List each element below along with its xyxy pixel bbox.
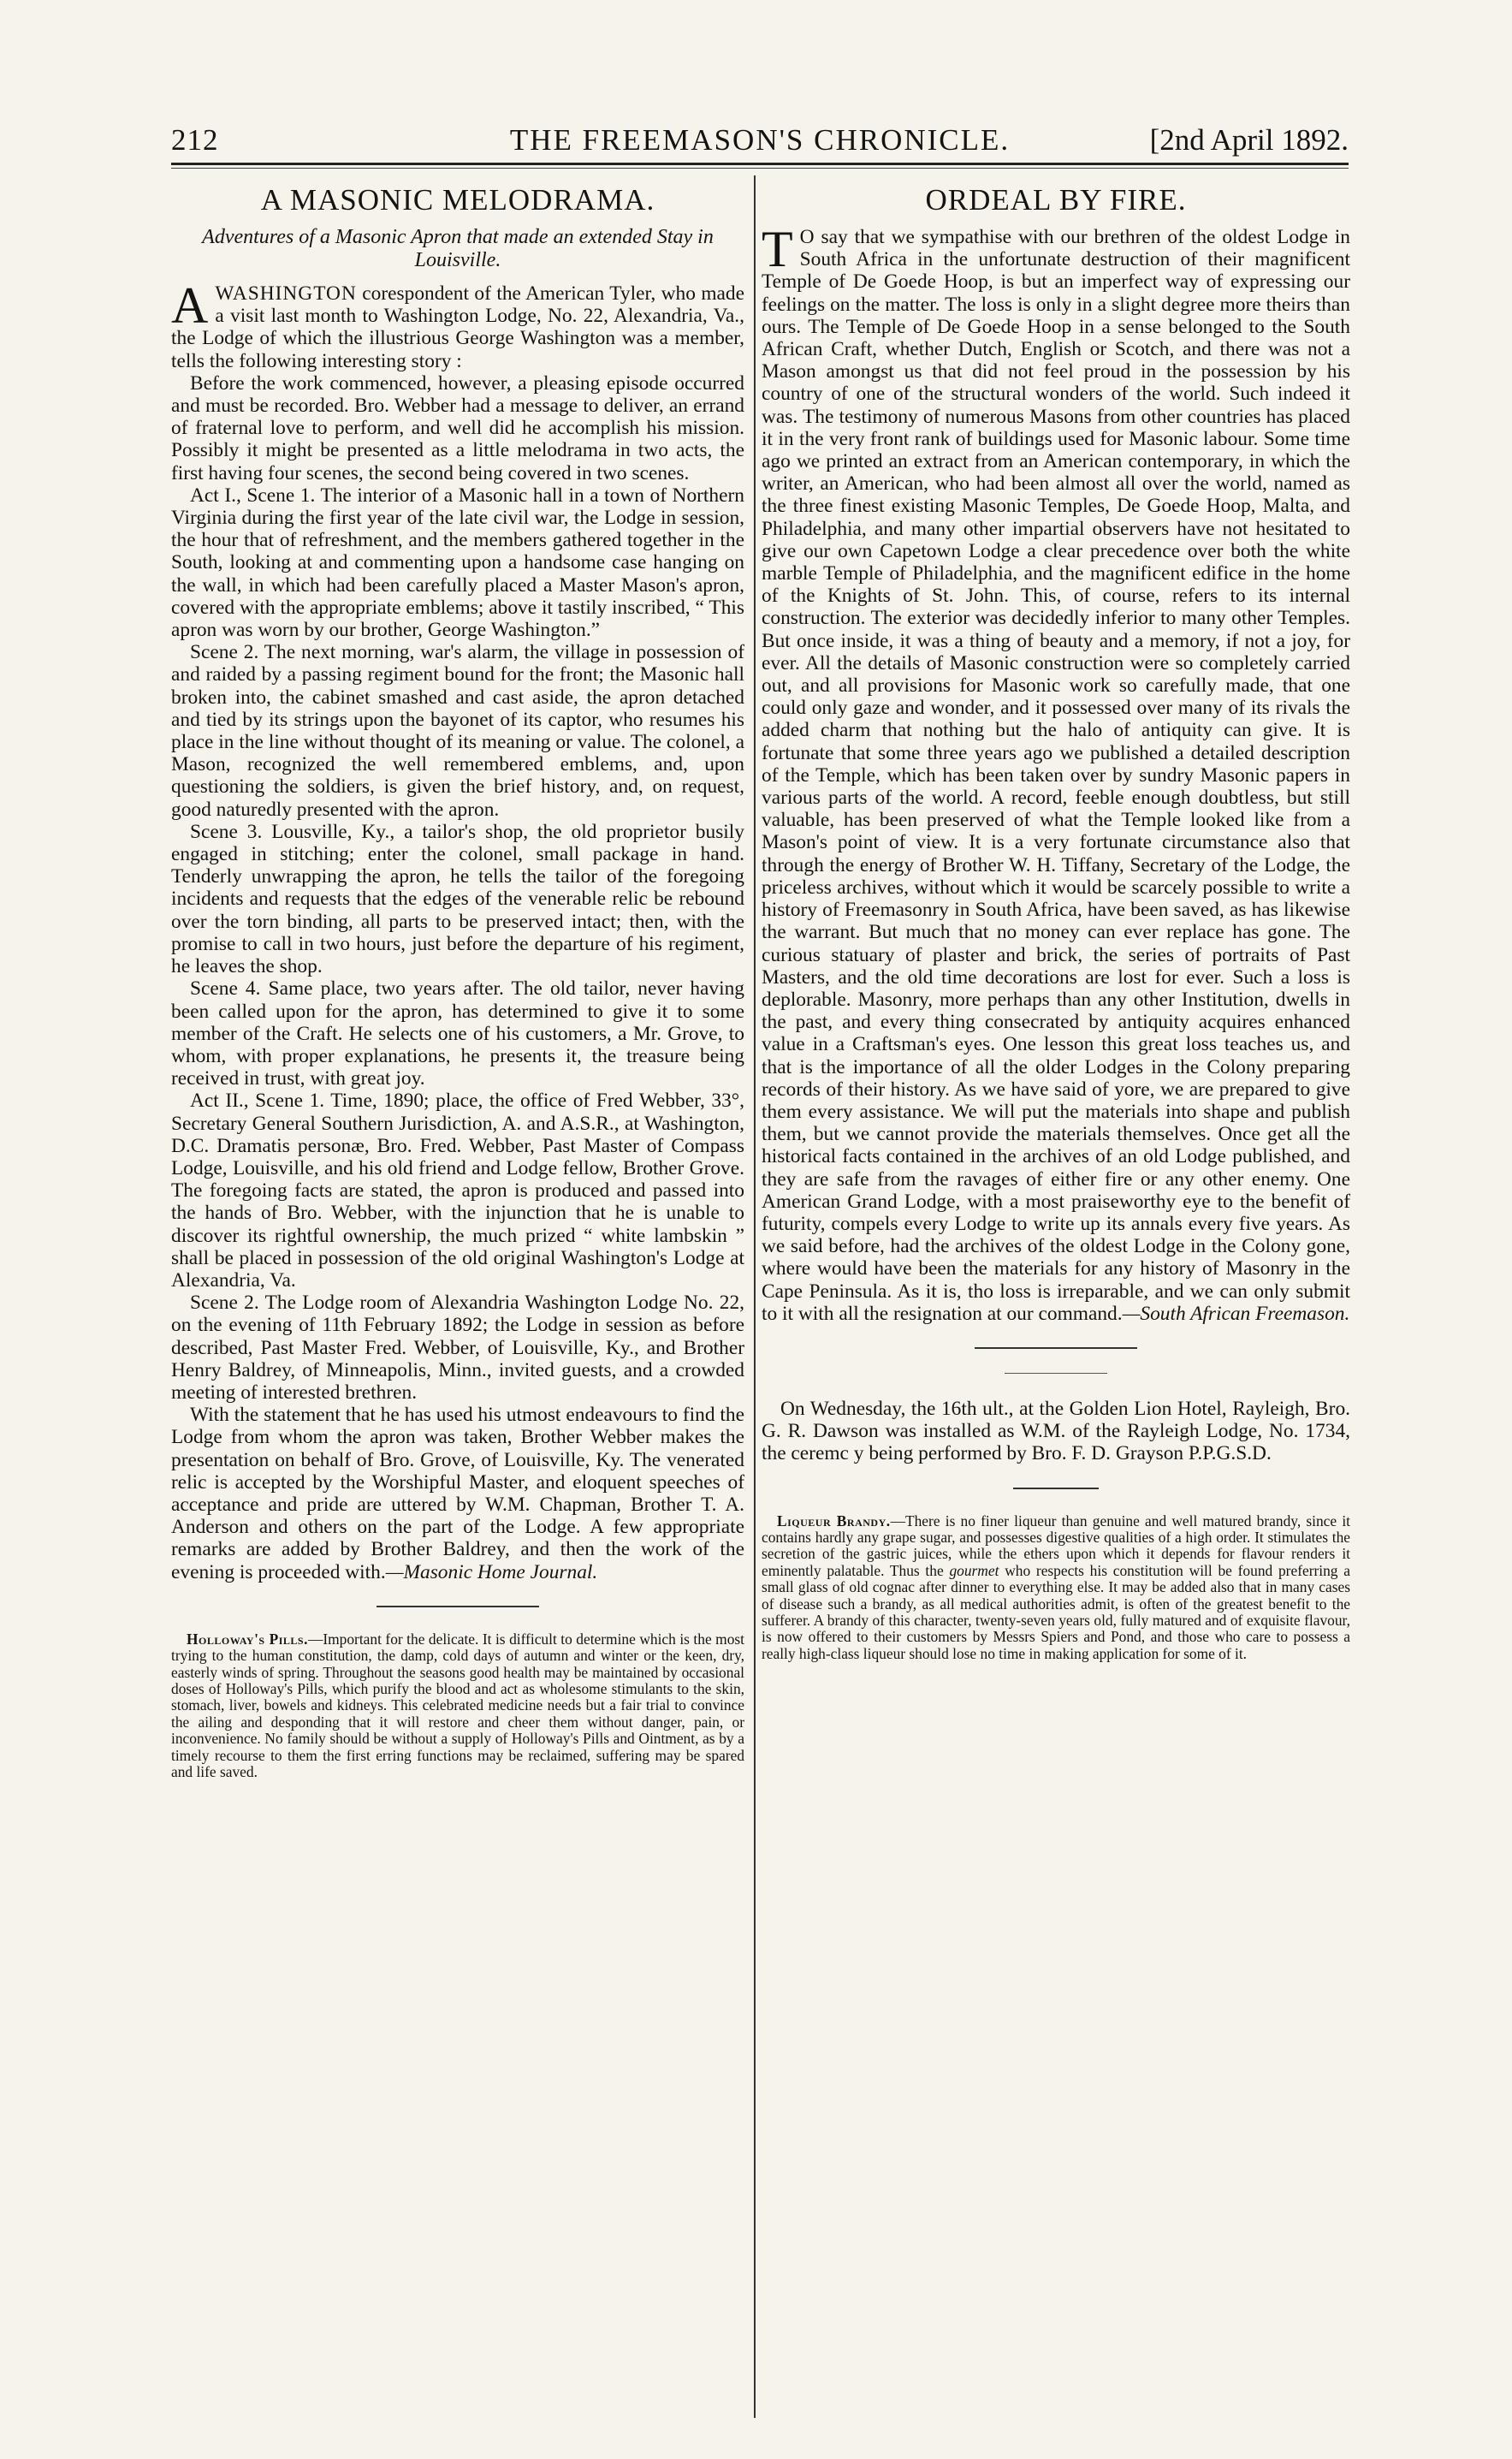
advert-text: —Important for the delicate. It is difficult to determine which is the most trying to the human constitution, the damp, cold days of autumn and winter or the keen, dry, easterly winds of spring. Throughout the seasons good health may be maintained by occasional doses of Holloway's Pills, which purify the blood and act as wholesome stimulants to the skin, stomach, liver, bowels and kidneys. This celebrated medicine needs but a fair trial to convince the ailing and desponding that it will restore and cheer them without danger, pain, or inconvenience. No family should be without a supply of Holloway's Pills and Ointment, as by a timely recourse to them the first erring functions may be reclaimed, suffering may be spared and life saved. xyxy=(171,1630,744,1781)
page-number: 212 xyxy=(171,123,219,157)
article-paragraph xyxy=(171,277,744,372)
article-source: —Masonic Home Journal. xyxy=(385,1560,598,1583)
article-paragraph: Act II., Scene 1. Time, 1890; place, the office of Fred Webber, 33°, Secretary General Southern Jurisdiction, A. and A.S.R., at Washington, D.C. Dramatis personæ, Bro. Fred. Webber, Past Master of Compass Lodge, Louisville, and his old friend and Lodge fellow, Brother Grove. The foregoing facts are stated, the apron is produced and passed into the hands of Bro. Webber, with the injunction that he is unable to discover its rightful ownership, the much prized “ white lambskin ” shall be placed in possession of the old original Washington's Lodge at Alexandria, Va. xyxy=(171,1090,744,1292)
advert-paragraph xyxy=(171,1631,744,1781)
left-column xyxy=(171,181,744,1780)
header-rule xyxy=(171,163,1349,165)
page-header xyxy=(171,120,1349,161)
lead-text: corespondent of the American Tyler, who made a visit last month to Washington Lodge, No. 22, Alexandria, Va., the Lodge of which the illustrious George Washington was a member, tells the following interesting story : xyxy=(171,282,744,372)
right-column xyxy=(762,181,1350,1662)
article-paragraph xyxy=(171,1404,744,1583)
article-paragraph: Scene 2. The Lodge room of Alexandria Washington Lodge No. 22, on the evening of 11th February 1892; the Lodge in session as before described, Past Master Fred. Webber, of Louisville, Ky., and Brother Henry Baldrey, of Minneapolis, Minn., invited guests, and a crowded meeting of interested brethren. xyxy=(171,1292,744,1404)
header-rule-thin xyxy=(171,168,1349,169)
article-paragraph: Scene 3. Lousville, Ky., a tailor's shop, the old proprietor busily engaged in stitching; enter the colonel, small package in hand. Tenderly unwrapping the apron, he tells the tailor of the foregoing incidents and requests that the edges of the venerable relic be rebound over the torn binding, all parts to be preserved intact; then, with the promise to call in two hours, just before the departure of his regiment, he leaves the shop. xyxy=(171,820,744,978)
ordeal-article xyxy=(762,181,1350,1325)
advert-text: —There is no finer liqueur than genuine and well matured brandy, since it contains hardly any grape sugar, and possesses digestive qualities of a high order. It stimulates the secretion of the gastric juices, while the ethers upon which it depends for flavour renders it eminently palatable. Thus the xyxy=(762,1512,1350,1579)
holloway-advert xyxy=(171,1631,744,1781)
article-paragraph xyxy=(762,221,1350,1325)
column-divider xyxy=(754,175,756,2418)
issue-date: [2nd April 1892. xyxy=(1149,123,1349,157)
article-source: —South African Freemason. xyxy=(1122,1302,1350,1325)
lead-caps: WASHINGTON xyxy=(215,282,357,305)
advert-lead: Liqueur Brandy. xyxy=(777,1512,891,1529)
journal-title: THE FREEMASON'S CHRONICLE. xyxy=(509,123,1011,157)
section-separator xyxy=(1013,1488,1099,1489)
drop-cap: T xyxy=(762,221,793,277)
section-separator xyxy=(377,1606,539,1607)
advert-italic-word: gourmet xyxy=(949,1561,999,1579)
advert-paragraph xyxy=(762,1513,1350,1663)
closing-text: With the statement that he has used his utmost endeavours to find the Lodge from whom the apron was taken, Brother Webber makes the presentation on behalf of Bro. Grove, of Louisville, Ky. The venerated relic is accepted by the Worshipful Master, and eloquent speeches of acceptance and pride are uttered by W.M. Chapman, Brother T. A. Anderson and others on the part of the Lodge. A few appropriate remarks are added by Brother Baldrey, and then the work of the evening is proceeded with. xyxy=(171,1404,744,1583)
advert-text-cont: who respects his constitution will be found preferring a small glass of old cognac after dinner to everything else. It may be added also that in many cases of disease such a brandy, as all medical authorities admit, is often of the greatest benefit to the sufferer. A brandy of this character, twenty-seven years old, fully matured and of exquisite flavour, is now offered to their customers by Messrs Spiers and Pond, and those who care to possess a really high-class liqueur should lose no time in making application for some of it. xyxy=(762,1561,1350,1662)
article-title: A MASONIC MELODRAMA. xyxy=(260,183,655,217)
article-paragraph: Act I., Scene 1. The interior of a Masonic hall in a town of Northern Virginia during the first year of the late civil war, the Lodge in session, the hour that of refreshment, and the members gathered together in the South, looking at and commenting upon a handsome case hanging on the wall, in which had been carefully placed a Master Mason's apron, covered with the appropriate emblems; above it tastily inscribed, “ This apron was worn by our brother, George Washington.” xyxy=(171,484,744,642)
drop-cap: A xyxy=(171,277,209,334)
article-title: ORDEAL BY FIRE. xyxy=(925,183,1187,217)
brandy-advert xyxy=(762,1513,1350,1663)
article-paragraph: Scene 4. Same place, two years after. The old tailor, never having been called upon for the apron, has determined to give it to some member of the Craft. He selects one of his customers, a Mr. Grove, to whom, with proper explanations, he presents it, the treasure being received in trust, with great joy. xyxy=(171,977,744,1090)
lodge-notice: On Wednesday, the 16th ult., at the Golden Lion Hotel, Rayleigh, Bro. G. R. Dawson was installed as W.M. of the Rayleigh Lodge, No. 1734, the ceremc y being performed by Bro. F. D. Grayson P.P.G.S.D. xyxy=(762,1397,1350,1465)
section-separator xyxy=(975,1347,1137,1349)
article-subtitle: Adventures of a Masonic Apron that made an extended Stay in Louisville. xyxy=(202,226,714,271)
article-paragraph: Scene 2. The next morning, war's alarm, the village in possession of and raided by a passing regiment bound for the front; the Masonic hall broken into, the cabinet smashed and cast aside, the apron detached and tied by its strings upon the bayonet of its captor, who resumes his place in the line without thought of its meaning or value. The colonel, a Mason, recognized the well remembered emblems, and, upon questioning the soldiers, is given the brief history, and, on request, good naturedly presented with the apron. xyxy=(171,641,744,821)
article-paragraph: Before the work commenced, however, a pleasing episode occurred and must be recorded. Bro. Webber had a message to deliver, an errand of fraternal love to perform, and well did he accomplish his mission. Possibly it might be presented as a little melodrama in two acts, the first having four scenes, the second being covered in two scenes. xyxy=(171,371,744,484)
article-text: O say that we sympathise with our brethren of the oldest Lodge in South Africa in the unfortunate destruction of their magnificent Temple of De Goede Hoop, is but an imperfect way of expressing our feelings on the matter. The loss is only in a slight degree more theirs than ours. The Temple of De Goede Hoop in a sense belonged to the South African Craft, whether Dutch, English or Scotch, and there was not a Mason amongst us that did not feel proud in the possession by his country of one of the structural wonders of the world. Such indeed it was. The testimony of numerous Masons from other countries has placed it in the very front rank of buildings used for Masonic labour. Some time ago we printed an extract from an American contemporary, in which the writer, an American, who had been almost all over the world, named as the three finest existing Masonic Temples, De Goede Hoop, Malta, and Philadelphia, and many other impartial observers have not hesitated to give our own Capetown Lodge a clear precedence over both the white marble Temple of Philadelphia, and the magnificent edifice in the home of the Knights of St. John. This, of course, refers to its internal construction. The exterior was decidedly inferior to many other Temples. But once inside, it was a thing of beauty and a memory, if not a joy, for ever. All the details of Masonic construction were so completely carried out, and all provisions for Masonic work so carefully made, that one could only gaze and wonder, and it possessed over many of its rivals the added charm that nothing but the halo of antiquity can give. It is fortunate that some three years ago we published a detailed description of the Temple, which has been taken over by sundry Masonic papers in various parts of the world. A record, feeble enough doubtless, but still valuable, has been preserved of what the Temple looked like from a Mason's point of view. It is a very fortunate circumstance also that through the energy of Brother W. H. Tiffany, Secretary of the Lodge, the priceless archives, without which it would be scarcely possible to write a history of Freemasonry in South Africa, have been saved, as has likewise the warrant. But much that no money can ever replace has gone. The curious statuary of plaster and brick, the series of portraits of Past Masters, and the old time decorations are lost for ever. Such a loss is deplorable. Masonry, more perhaps than any other Institution, dwells in the past, and every thing consecrated by antiquity acquires enhanced value in a Craftsman's eyes. One lesson this great loss teaches us, and that is the importance of all the older Lodges in the Colony preparing records of their history. As we have said of yore, we are prepared to give them every assistance. We will put the materials into shape and publish them, but we cannot provide the materials themselves. Once get all the historical facts contained in the archives of an old Lodge published, and they are safe from the ravages of either fire or any other enemy. One American Grand Lodge, with a most praiseworthy eye to the benefit of futurity, compels every Lodge to write up its annals every five years. As we said before, had the archives of the oldest Lodge in the Colony gone, where would have been the materials for any history of Masonry in the Cape Peninsula. As it is, tho loss is irreparable, and we can only submit to it with all the resignation at our command. xyxy=(762,226,1350,1325)
melodrama-article xyxy=(171,181,744,1583)
section-separator-short xyxy=(1005,1373,1107,1374)
advert-lead: Holloway's Pills. xyxy=(187,1630,308,1648)
